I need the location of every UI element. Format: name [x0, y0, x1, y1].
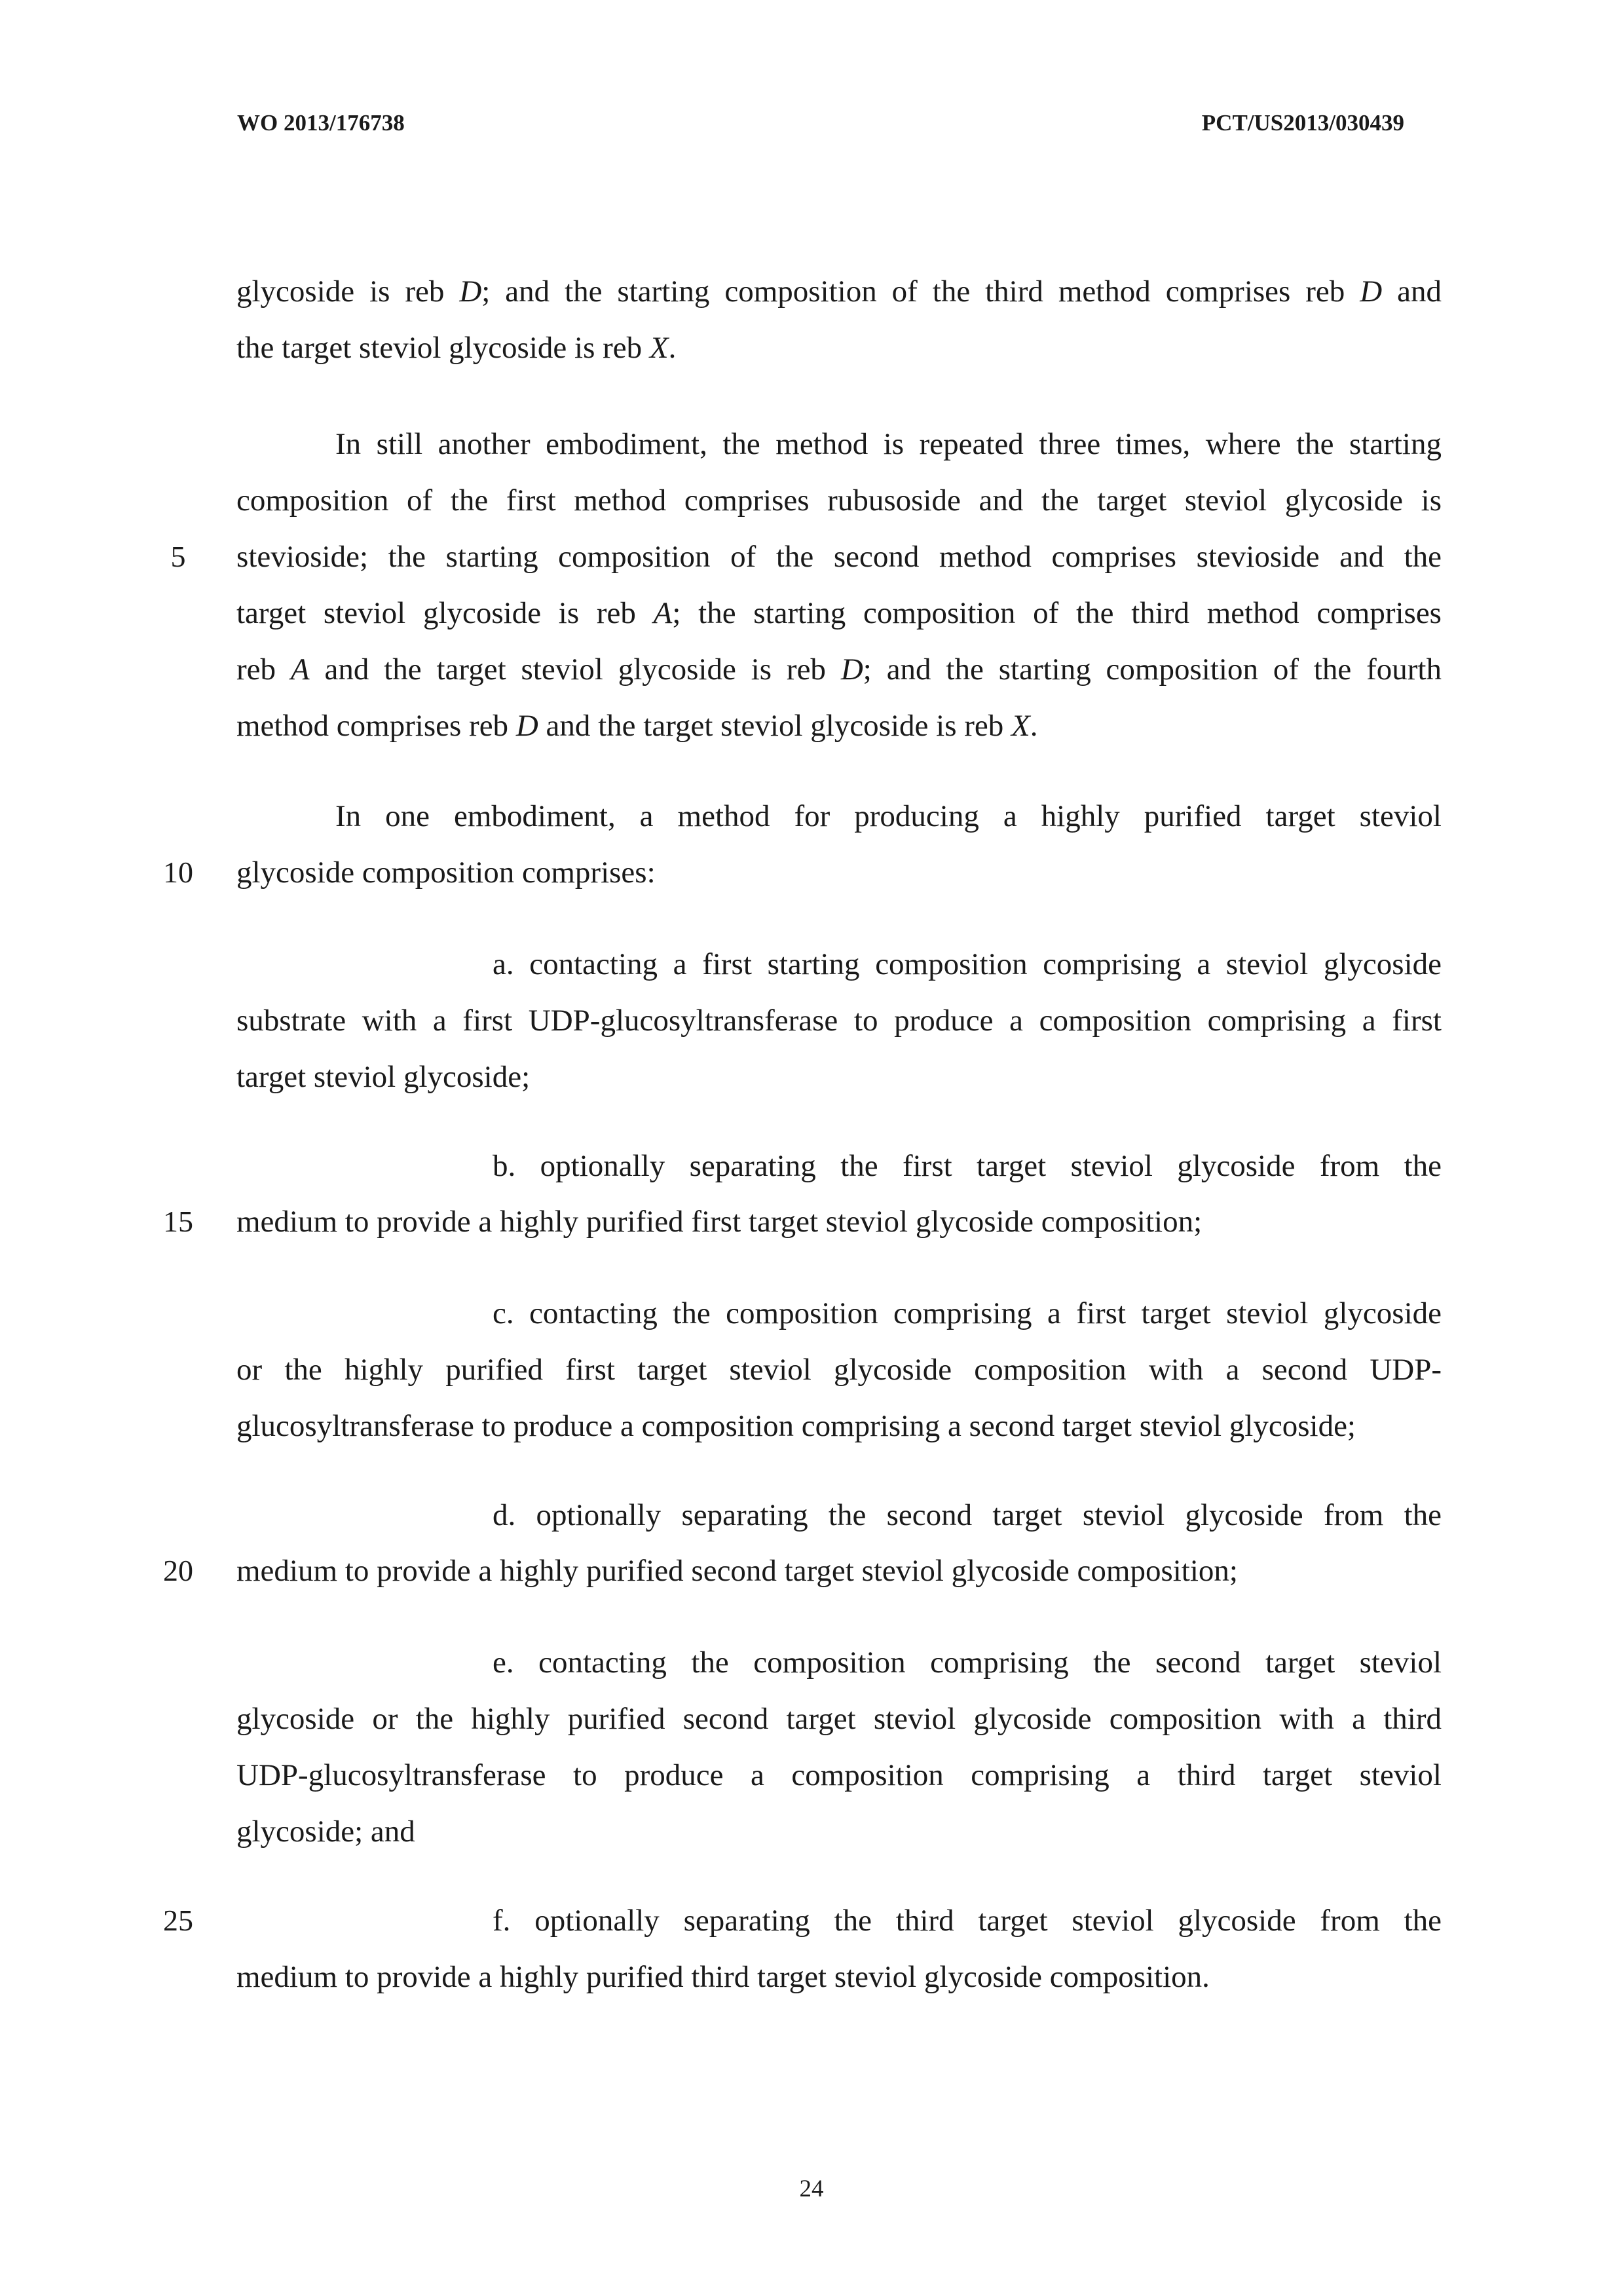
step-b-line: b. optionally separating the first target steviol glycoside from the — [493, 1149, 1442, 1183]
step-c-line: c. contacting the composition comprising a first target steviol glycoside — [493, 1296, 1442, 1330]
text-line: medium to provide a highly purified second target steviol glycoside composition; — [236, 1554, 1238, 1588]
text-line: glycoside or the highly purified second target steviol glycoside composition with a third — [236, 1702, 1442, 1736]
text-line: In one embodiment, a method for producing a highly purified target steviol — [335, 799, 1442, 833]
line-number-10: 10 — [163, 856, 193, 889]
text-line: the target steviol glycoside is reb X. — [236, 331, 677, 365]
text-line: glycoside is reb D; and the starting composition of the third method comprises reb D and — [236, 274, 1442, 309]
application-number: PCT/US2013/030439 — [1201, 110, 1404, 136]
text-line: target steviol glycoside is reb A; the starting composition of the third method comprises — [236, 596, 1442, 630]
text-line: target steviol glycoside; — [236, 1060, 531, 1094]
text-line: In still another embodiment, the method is repeated three times, where the starting — [335, 427, 1442, 461]
text-line: glycoside composition comprises: — [236, 856, 656, 890]
text-line: method comprises reb D and the target steviol glycoside is reb X. — [236, 709, 1038, 743]
step-e-line: e. contacting the composition comprising the second target steviol — [493, 1646, 1442, 1680]
line-number-5: 5 — [170, 540, 186, 573]
publication-number: WO 2013/176738 — [237, 110, 405, 136]
step-d-line: d. optionally separating the second target steviol glycoside from the — [493, 1498, 1442, 1532]
text-line: medium to provide a highly purified third target steviol glycoside composition. — [236, 1960, 1210, 1994]
text-line: UDP-glucosyltransferase to produce a composition comprising a third target steviol — [236, 1758, 1442, 1792]
line-number-20: 20 — [163, 1554, 193, 1587]
text-line: stevioside; the starting composition of the second method comprises stevioside and the — [236, 540, 1442, 574]
text-line: reb A and the target steviol glycoside is reb D; and the starting composition of the fourth — [236, 652, 1442, 687]
step-f-line: f. optionally separating the third target steviol glycoside from the — [493, 1904, 1442, 1938]
step-a-line: a. contacting a first starting composition comprising a steviol glycoside — [493, 947, 1442, 981]
text-line: glycoside; and — [236, 1815, 415, 1849]
line-number-15: 15 — [163, 1205, 193, 1238]
text-line: substrate with a first UDP-glucosyltransferase to produce a composition comprising a first — [236, 1004, 1442, 1038]
text-line: medium to provide a highly purified first target steviol glycoside composition; — [236, 1205, 1203, 1239]
text-line: composition of the first method comprises rubusoside and the target steviol glycoside is — [236, 483, 1442, 518]
page-number: 24 — [799, 2175, 824, 2202]
line-number-25: 25 — [163, 1904, 193, 1937]
text-line: glucosyltransferase to produce a composition comprising a second target steviol glycoside; — [236, 1409, 1356, 1443]
text-line: or the highly purified first target steviol glycoside composition with a second UDP- — [236, 1353, 1442, 1387]
